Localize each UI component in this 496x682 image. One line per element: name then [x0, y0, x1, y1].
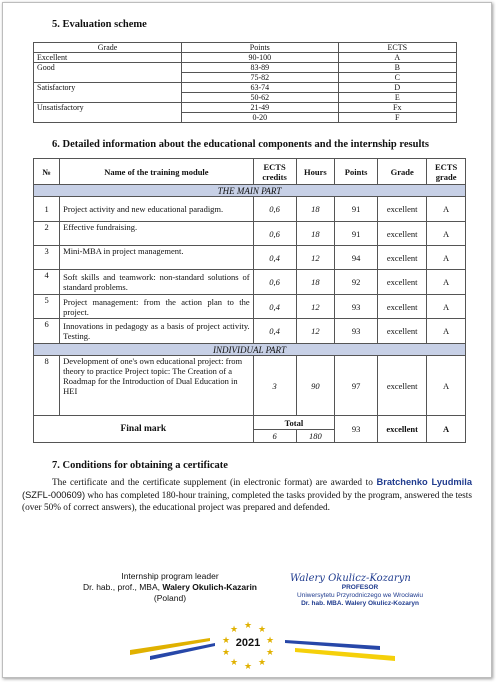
svg-text:★: ★ [257, 657, 267, 667]
leader-role: Internship program leader [121, 571, 219, 581]
module-no: 1 [34, 197, 60, 222]
section6-title: 6. Detailed information about the educational components and the internship results [52, 139, 429, 150]
module-name: Innovations in pedagogy as a basis of project activity. Testing. [60, 319, 254, 344]
stamp-text [290, 584, 430, 608]
signature-stamp [290, 573, 450, 608]
header-ects: ECTS [338, 43, 456, 53]
right-ribbon-decoration [285, 640, 395, 661]
leader-country: (Poland) [153, 593, 187, 603]
module-credits: 3 [253, 356, 296, 416]
module-grade: excellent [378, 246, 427, 270]
module-hours: 12 [296, 295, 335, 319]
points-cell: 21-49 [182, 103, 339, 113]
module-ects: A [427, 295, 466, 319]
table-row [34, 295, 466, 319]
ects-cell: F [338, 113, 456, 123]
module-points: 97 [335, 356, 378, 416]
leader-name: Walery Okulich-Kazarin [162, 582, 258, 592]
module-no: 3 [34, 246, 60, 270]
modules-table [33, 158, 466, 443]
header-points: Points [182, 43, 339, 53]
module-grade: excellent [378, 197, 427, 222]
module-hours: 18 [296, 270, 335, 295]
total-hours: 180 [296, 430, 335, 443]
svg-text:★: ★ [265, 647, 275, 657]
final-grade: excellent [378, 416, 427, 443]
points-cell: 0-20 [182, 113, 339, 123]
points-cell: 90-100 [182, 53, 339, 63]
table-row [34, 83, 457, 93]
module-hours: 18 [296, 222, 335, 246]
module-points: 93 [335, 295, 378, 319]
evaluation-table [33, 42, 457, 123]
module-points: 91 [335, 222, 378, 246]
module-no: 5 [34, 295, 60, 319]
svg-text:★: ★ [243, 620, 253, 630]
svg-text:★: ★ [221, 647, 231, 657]
module-points: 91 [335, 197, 378, 222]
module-name: Development of one's own educational project: from theory to practice Project topic: The Creation of a Roadmap for the Introduction of Dual Education in HEI [60, 356, 254, 416]
grade-cell: Excellent [34, 53, 182, 63]
svg-text:★: ★ [221, 635, 231, 645]
module-no: 2 [34, 222, 60, 246]
grade-cell: Good [34, 63, 182, 83]
individual-part-label: INDIVIDUAL PART [34, 344, 466, 356]
module-credits: 0,6 [253, 197, 296, 222]
module-name: Project activity and new educational paradigm. [60, 197, 254, 222]
points-cell: 83-89 [182, 63, 339, 73]
table-row [34, 270, 466, 295]
module-grade: excellent [378, 319, 427, 344]
svg-text:★: ★ [229, 657, 239, 667]
module-ects: A [427, 270, 466, 295]
module-no: 4 [34, 270, 60, 295]
points-cell: 63-74 [182, 83, 339, 93]
table-row [34, 53, 457, 63]
section5-title: 5. Evaluation scheme [52, 19, 147, 30]
ects-cell: E [338, 93, 456, 103]
module-credits: 0,6 [253, 222, 296, 246]
module-name: Soft skills and teamwork: non-standard solutions of standard problems. [60, 270, 254, 295]
ects-cell: C [338, 73, 456, 83]
header-no: № [34, 159, 60, 185]
module-name: Project management: from the action plan to the project. [60, 295, 254, 319]
final-mark-label: Final mark [34, 416, 254, 443]
module-grade: excellent [378, 295, 427, 319]
table-row [34, 103, 457, 113]
header-grade: Grade [378, 159, 427, 185]
module-points: 92 [335, 270, 378, 295]
leader-titles: Dr. hab., prof., MBA, [82, 582, 160, 592]
module-name: Effective fundraising. [60, 222, 254, 246]
stamp-name: Dr. hab. MBA. Walery Okulicz-Kozaryn [301, 600, 419, 607]
module-grade: excellent [378, 356, 427, 416]
table-row [34, 246, 466, 270]
certificate-conditions-text [22, 476, 472, 514]
svg-text:★: ★ [257, 624, 267, 634]
module-ects: A [427, 222, 466, 246]
recipient-name: Bratchenko Lyudmila [376, 477, 472, 487]
table-row [34, 222, 466, 246]
module-points: 93 [335, 319, 378, 344]
final-points: 93 [335, 416, 378, 443]
table-row [34, 63, 457, 73]
table-row [34, 319, 466, 344]
grade-cell: Satisfactory [34, 83, 182, 103]
module-ects: A [427, 197, 466, 222]
final-ects: A [427, 416, 466, 443]
table-row [34, 197, 466, 222]
module-hours: 90 [296, 356, 335, 416]
module-credits: 0,4 [253, 246, 296, 270]
header-module: Name of the training module [60, 159, 254, 185]
ects-cell: Fx [338, 103, 456, 113]
table-header-row [34, 43, 457, 53]
module-no: 8 [34, 356, 60, 416]
svg-text:★: ★ [243, 661, 253, 671]
module-name: Mini-MBA in project management. [60, 246, 254, 270]
individual-part-row [34, 344, 466, 356]
final-row-top [34, 416, 466, 430]
table-row [34, 356, 466, 416]
year-badge: 2021 [235, 637, 261, 649]
signature-block [70, 571, 270, 604]
points-cell: 75-82 [182, 73, 339, 83]
main-part-label: THE MAIN PART [34, 185, 466, 197]
stamp-title: PROFESOR [341, 584, 379, 591]
handwritten-signature: Walery Okulicz-Kozaryn [290, 573, 411, 584]
points-cell: 50-62 [182, 93, 339, 103]
section7-title: 7. Conditions for obtaining a certificate [52, 460, 228, 471]
svg-text:★: ★ [229, 624, 239, 634]
grade-cell: Unsatisfactory [34, 103, 182, 123]
header-ects-grade: ECTS grade [427, 159, 466, 185]
ects-cell: A [338, 53, 456, 63]
header-hours: Hours [296, 159, 335, 185]
module-grade: excellent [378, 270, 427, 295]
total-credits: 6 [253, 430, 296, 443]
module-points: 94 [335, 246, 378, 270]
left-ribbon-decoration [130, 638, 215, 660]
module-credits: 0,4 [253, 295, 296, 319]
svg-text:★: ★ [265, 635, 275, 645]
module-no: 6 [34, 319, 60, 344]
module-credits: 0,4 [253, 319, 296, 344]
stamp-university: Uniwersytetu Przyrodniczego we Wrocławiu [297, 592, 423, 599]
table-header-row [34, 159, 466, 185]
module-credits: 0,6 [253, 270, 296, 295]
header-grade: Grade [34, 43, 182, 53]
main-part-row [34, 185, 466, 197]
total-label: Total [253, 416, 335, 430]
module-hours: 18 [296, 197, 335, 222]
module-ects: A [427, 356, 466, 416]
header-credits: ECTS credits [253, 159, 296, 185]
ects-cell: B [338, 63, 456, 73]
conditions-intro: The certificate and the certificate supplement (in electronic format) are awarded to [52, 478, 373, 488]
module-hours: 12 [296, 246, 335, 270]
recipient-code: (SZFL-000609) [22, 490, 86, 500]
module-hours: 12 [296, 319, 335, 344]
header-points: Points [335, 159, 378, 185]
ects-cell: D [338, 83, 456, 93]
module-ects: A [427, 319, 466, 344]
conditions-body: who has completed 180-hour training, completed the tasks provided by the program, answered the tests (over 50% of correct answers), the educational project was prepared and defended. [22, 491, 472, 513]
module-ects: A [427, 246, 466, 270]
module-grade: excellent [378, 222, 427, 246]
